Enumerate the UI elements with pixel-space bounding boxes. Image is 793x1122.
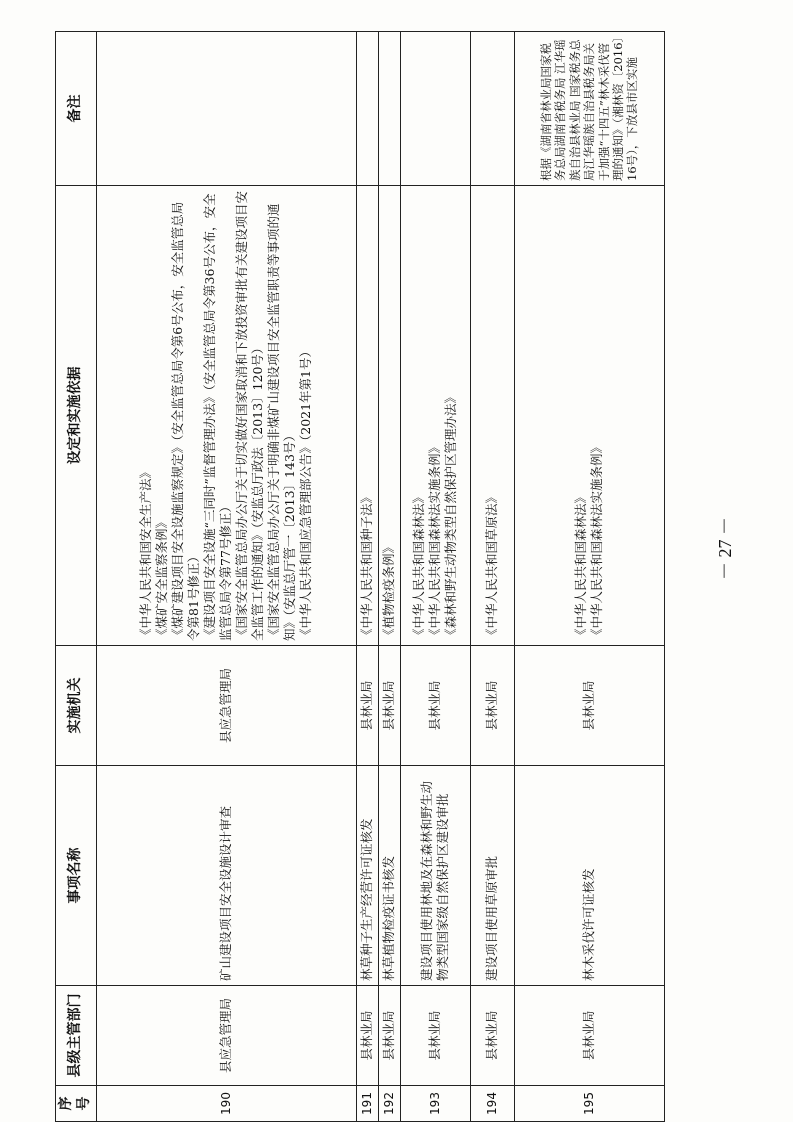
cell-seq: 191 (356, 1086, 378, 1122)
cell-item: 矿山建设项目安全设施设计审查 (96, 766, 356, 986)
cell-item: 林草种子生产经营许可证核发 (356, 766, 378, 986)
header-item: 事项名称 (56, 766, 97, 986)
basis-line: 《森林和野生动物类型自然保护区管理办法》 (443, 390, 459, 641)
cell-basis (470, 186, 514, 646)
cell-remark (400, 32, 470, 186)
cell-org: 县应急管理局 (96, 646, 356, 766)
cell-remark (96, 32, 356, 186)
basis-line: 《建设项目安全设施“三同时”监督管理办法》（安全监管总局令第36号公布，安全监管总局令第77号修正） (202, 193, 234, 641)
cell-seq: 195 (514, 1086, 664, 1122)
cell-org: 县林业局 (400, 646, 470, 766)
header-dept: 县级主管部门 (56, 986, 97, 1086)
cell-org: 县林业局 (378, 646, 400, 766)
header-seq: 序号 (56, 1086, 97, 1122)
cell-dept: 县林业局 (356, 986, 378, 1086)
table-row (96, 32, 356, 1122)
cell-item: 林草植物检疫证书核发 (378, 766, 400, 986)
basis-line: 《中华人民共和国种子法》 (359, 490, 375, 641)
cell-seq: 190 (96, 1086, 356, 1122)
cell-item: 林木采伐许可证核发 (514, 766, 664, 986)
cell-dept: 县林业局 (470, 986, 514, 1086)
cell-remark (378, 32, 400, 186)
cell-org: 县林业局 (356, 646, 378, 766)
table-row (470, 32, 514, 1122)
basis-line: 《煤矿安全监察条例》 (154, 515, 170, 641)
table-header-row (56, 32, 97, 1122)
table-row (378, 32, 400, 1122)
cell-basis (356, 186, 378, 646)
header-basis: 设定和实施依据 (56, 186, 97, 646)
cell-basis (514, 186, 664, 646)
cell-dept: 县林业局 (378, 986, 400, 1086)
basis-line: 《中华人民共和国森林法》 (411, 490, 427, 641)
cell-remark (356, 32, 378, 186)
basis-line: 《国家安全监管总局办公厅关于明确非煤矿山建设项目安全监管职责等事项的通知》（安监总厅管一〔2013〕143号） (266, 203, 298, 641)
cell-dept: 县林业局 (514, 986, 664, 1086)
basis-line: 《中华人民共和国草原法》 (484, 490, 500, 641)
cell-remark (470, 32, 514, 186)
cell-seq: 193 (400, 1086, 470, 1122)
cell-item: 建设项目使用林地及在森林和野生动物类型国家级自然保护区建设审批 (400, 766, 470, 986)
basis-line: 《中华人民共和国应急管理部公告》（2021年第1号） (298, 344, 314, 641)
page-number: － 27 － (715, 517, 735, 580)
cell-basis (378, 186, 400, 646)
rotated-table-sheet (55, 32, 659, 1122)
basis-line: 《中华人民共和国安全生产法》 (138, 465, 154, 641)
cell-basis (96, 186, 356, 646)
basis-line: 《植物检疫条例》 (381, 540, 397, 641)
table-row (356, 32, 378, 1122)
cell-seq: 194 (470, 1086, 514, 1122)
cell-seq: 192 (378, 1086, 400, 1122)
cell-remark: 根据《湖南省林业局国家税务总局湖南省税务局 江华瑶族自治县林业局 国家税务总局江华瑶族自治县税务局关于加强“十四五”林木采伐管理的通知》（湘林资〔2016〕16号），下放县市区实施 (514, 32, 664, 186)
basis-line: 《中华人民共和国森林法》 (573, 490, 589, 641)
table-row (400, 32, 470, 1122)
header-remark: 备注 (56, 32, 97, 186)
table-row (514, 32, 664, 1122)
basis-line: 《中华人民共和国森林法实施条例》 (589, 440, 605, 641)
cell-basis (400, 186, 470, 646)
cell-item: 建设项目使用草原审批 (470, 766, 514, 986)
cell-dept: 县林业局 (400, 986, 470, 1086)
header-org: 实施机关 (56, 646, 97, 766)
cell-dept: 县应急管理局 (96, 986, 356, 1086)
basis-line: 《煤矿建设项目安全设施监察规定》（安全监管总局令第6号公布，安全监管总局令第81号修正） (170, 201, 202, 641)
approval-items-table (55, 31, 665, 1122)
cell-org: 县林业局 (470, 646, 514, 766)
basis-line: 《中华人民共和国森林法实施条例》 (427, 440, 443, 641)
cell-org: 县林业局 (514, 646, 664, 766)
basis-line: 《国家安全监管总局办公厅关于切实做好国家取消和下放投资审批有关建设项目安全监管工作的通知》（安监总厅政法〔2013〕120号） (234, 190, 266, 641)
